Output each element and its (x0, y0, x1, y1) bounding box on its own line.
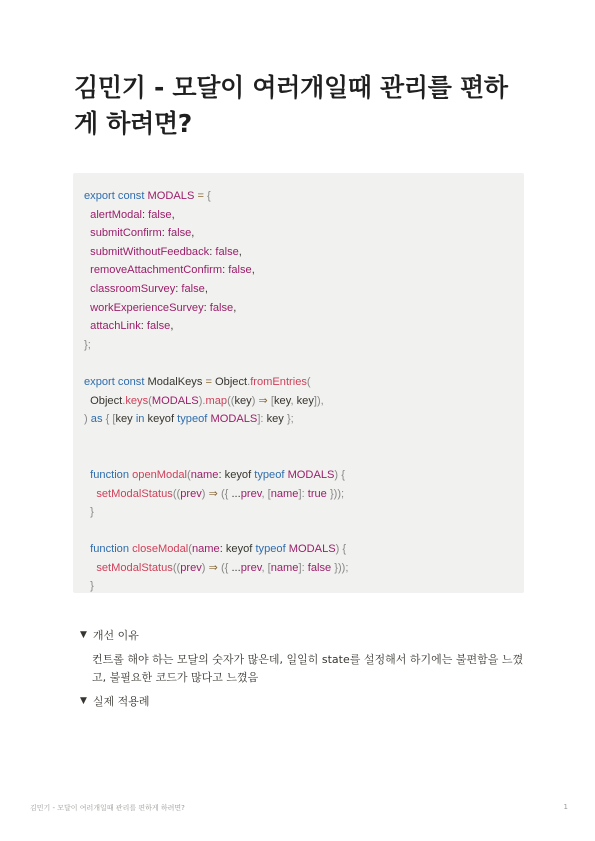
code-token: prev (180, 487, 202, 500)
code-token: ({ (220, 561, 232, 574)
code-block (73, 173, 524, 593)
code-token: ). (198, 394, 206, 407)
code-token: ModalKeys (147, 375, 206, 388)
code-token: , (204, 282, 208, 295)
code-token: function (90, 468, 133, 481)
code-token: submitConfirm (90, 227, 162, 240)
code-token: in (135, 413, 148, 426)
code-token: MODALS (287, 468, 335, 481)
code-token: ( (148, 394, 152, 407)
code-token: closeModal (132, 543, 189, 556)
code-line (84, 317, 524, 336)
code-token: keys (125, 394, 149, 407)
code-line (84, 503, 524, 522)
code-token: ) (201, 561, 209, 574)
code-token: : (203, 301, 210, 314)
code-token: ]), (313, 394, 324, 407)
code-token (84, 488, 96, 500)
code-token: ⇒ (208, 487, 221, 500)
code-token: workExperienceSurvey (90, 301, 204, 314)
code-token: MODALS (147, 190, 195, 202)
triangle-down-icon[interactable]: ▼ (80, 630, 87, 640)
code-token: setModalStatus (96, 487, 173, 500)
code-token: prev (240, 487, 262, 500)
code-token: fromEntries (250, 375, 307, 388)
code-token: as (90, 413, 106, 426)
code-token: : (161, 227, 168, 240)
code-token: ( (188, 543, 192, 556)
code-line (84, 466, 524, 485)
code-token: false (228, 264, 252, 277)
toggle-reason-label: 개선 이유 (92, 629, 139, 642)
code-token: ]: (298, 561, 308, 574)
code-token: prev (240, 561, 262, 574)
code-token: Object (84, 394, 123, 407)
code-token: : (209, 245, 216, 258)
code-token: : keyof (219, 543, 256, 556)
code-token: false (148, 208, 172, 221)
code-token: ⇒ (208, 561, 221, 574)
code-token: MODALS (288, 543, 336, 556)
code-token: })); (329, 487, 345, 500)
code-token: ]: (298, 487, 308, 500)
code-token: alertModal (90, 208, 142, 221)
code-token: name (191, 543, 220, 556)
code-token: }; (84, 338, 91, 351)
code-line (84, 243, 524, 262)
code-token: key (234, 394, 252, 407)
code-token: export const (84, 190, 148, 202)
code-token: classroomSurvey (90, 282, 176, 295)
code-line (84, 522, 524, 541)
toggle-reason-content: 컨트롤 해야 하는 모달의 숫자가 많은데, 일일히 state를 설정해서 하기에는 불편함을 느꼈고, 불필요한 코드가 많다고 느꼈음 (92, 653, 524, 684)
page-number: 1 (563, 803, 568, 811)
code-line (84, 559, 524, 578)
code-token: } (90, 580, 94, 593)
code-token: = (205, 375, 216, 388)
code-token: false (215, 245, 239, 258)
code-token: , (233, 301, 237, 314)
code-token: })); (334, 561, 349, 574)
code-token: ) (251, 394, 259, 407)
code-token: , [ (261, 487, 271, 500)
code-token: , (238, 245, 242, 258)
code-token: Object (215, 375, 248, 388)
code-token: = (194, 190, 208, 202)
code-line (84, 373, 524, 392)
code-token: ... (231, 561, 241, 574)
code-token: removeAttachmentConfirm (90, 264, 223, 277)
code-token: } (90, 506, 94, 519)
code-token: false (167, 227, 192, 240)
toggle-example[interactable] (80, 693, 150, 709)
code-token: openModal (132, 468, 188, 481)
code-token: false (181, 282, 205, 295)
code-token: }; (286, 413, 294, 426)
code-token: key (115, 413, 136, 426)
code-line (84, 447, 524, 466)
code-line (84, 261, 524, 280)
code-line (84, 299, 524, 318)
code-token: ... (231, 487, 241, 500)
code-token: MODALS (210, 413, 258, 426)
code-token: (( (227, 394, 235, 407)
code-token: key (274, 394, 291, 407)
code-line (84, 336, 524, 355)
code-line (84, 410, 524, 429)
code-line (84, 577, 524, 596)
code-token: , [ (261, 561, 271, 574)
code-line (84, 354, 524, 373)
code-token: : keyof (218, 468, 255, 481)
code-token: name (270, 487, 299, 500)
code-token: (( (172, 561, 181, 574)
code-token: false (146, 320, 171, 333)
code-token: ({ (220, 487, 232, 500)
code-token: , (251, 264, 255, 277)
code-token: export const (84, 375, 148, 388)
code-token: ( (306, 375, 311, 388)
code-token: , (191, 227, 195, 240)
code-token: ) (84, 413, 91, 426)
code-line (84, 429, 524, 448)
code-token: prev (180, 561, 202, 574)
code-token: submitWithoutFeedback (90, 245, 210, 258)
code-token: : (222, 264, 229, 277)
code-token: name (190, 468, 219, 481)
code-token: map (205, 394, 228, 407)
code-token: { [ (105, 413, 116, 426)
toggle-reason[interactable] (80, 627, 139, 643)
code-token: . (247, 375, 251, 388)
code-token: , (290, 394, 297, 407)
code-token: false (209, 301, 234, 314)
code-token: typeof (254, 468, 288, 481)
code-token: ⇒ (258, 394, 271, 407)
code-line (84, 280, 524, 299)
code-token: key (296, 394, 314, 407)
code-token: [ (270, 394, 274, 407)
code-token: . (122, 394, 126, 407)
toggle-example-label: 실제 적용례 (92, 695, 150, 708)
code-token: typeof (177, 413, 211, 426)
code-line (84, 392, 524, 411)
code-token: (( (172, 487, 181, 500)
code-line (84, 540, 524, 559)
code-token: { (207, 190, 211, 202)
page-title: 김민기 - 모달이 여러개일때 관리를 편하게 하려면? (74, 73, 508, 138)
code-token: ) { (335, 543, 347, 556)
code-token: function (90, 543, 133, 556)
code-token: ) { (334, 468, 345, 481)
code-token: name (270, 561, 299, 574)
code-token: typeof (255, 543, 289, 556)
code-token: ) (201, 487, 209, 500)
code-line (84, 187, 524, 206)
code-token: : (175, 282, 182, 295)
code-token: key (266, 413, 287, 426)
code-token: true (307, 487, 330, 500)
code-token: : (141, 208, 149, 221)
code-token: , (170, 320, 174, 333)
code-token: keyof (147, 413, 178, 426)
code-token: , (171, 208, 175, 221)
code-token: : (140, 320, 147, 333)
code-line (84, 206, 524, 225)
code-token: ( (187, 468, 191, 481)
code-token (84, 562, 96, 574)
code-token: MODALS (151, 394, 199, 407)
code-token: setModalStatus (96, 561, 173, 574)
code-line (84, 485, 524, 504)
code-token: attachLink (90, 320, 141, 333)
code-token: ]: (257, 413, 267, 426)
code-line (84, 224, 524, 243)
code-token: false (307, 561, 335, 574)
triangle-down-icon[interactable]: ▼ (80, 696, 87, 706)
footer-title: 김민기 - 모달이 여러개일때 관리를 편하게 하려면? (30, 804, 185, 812)
